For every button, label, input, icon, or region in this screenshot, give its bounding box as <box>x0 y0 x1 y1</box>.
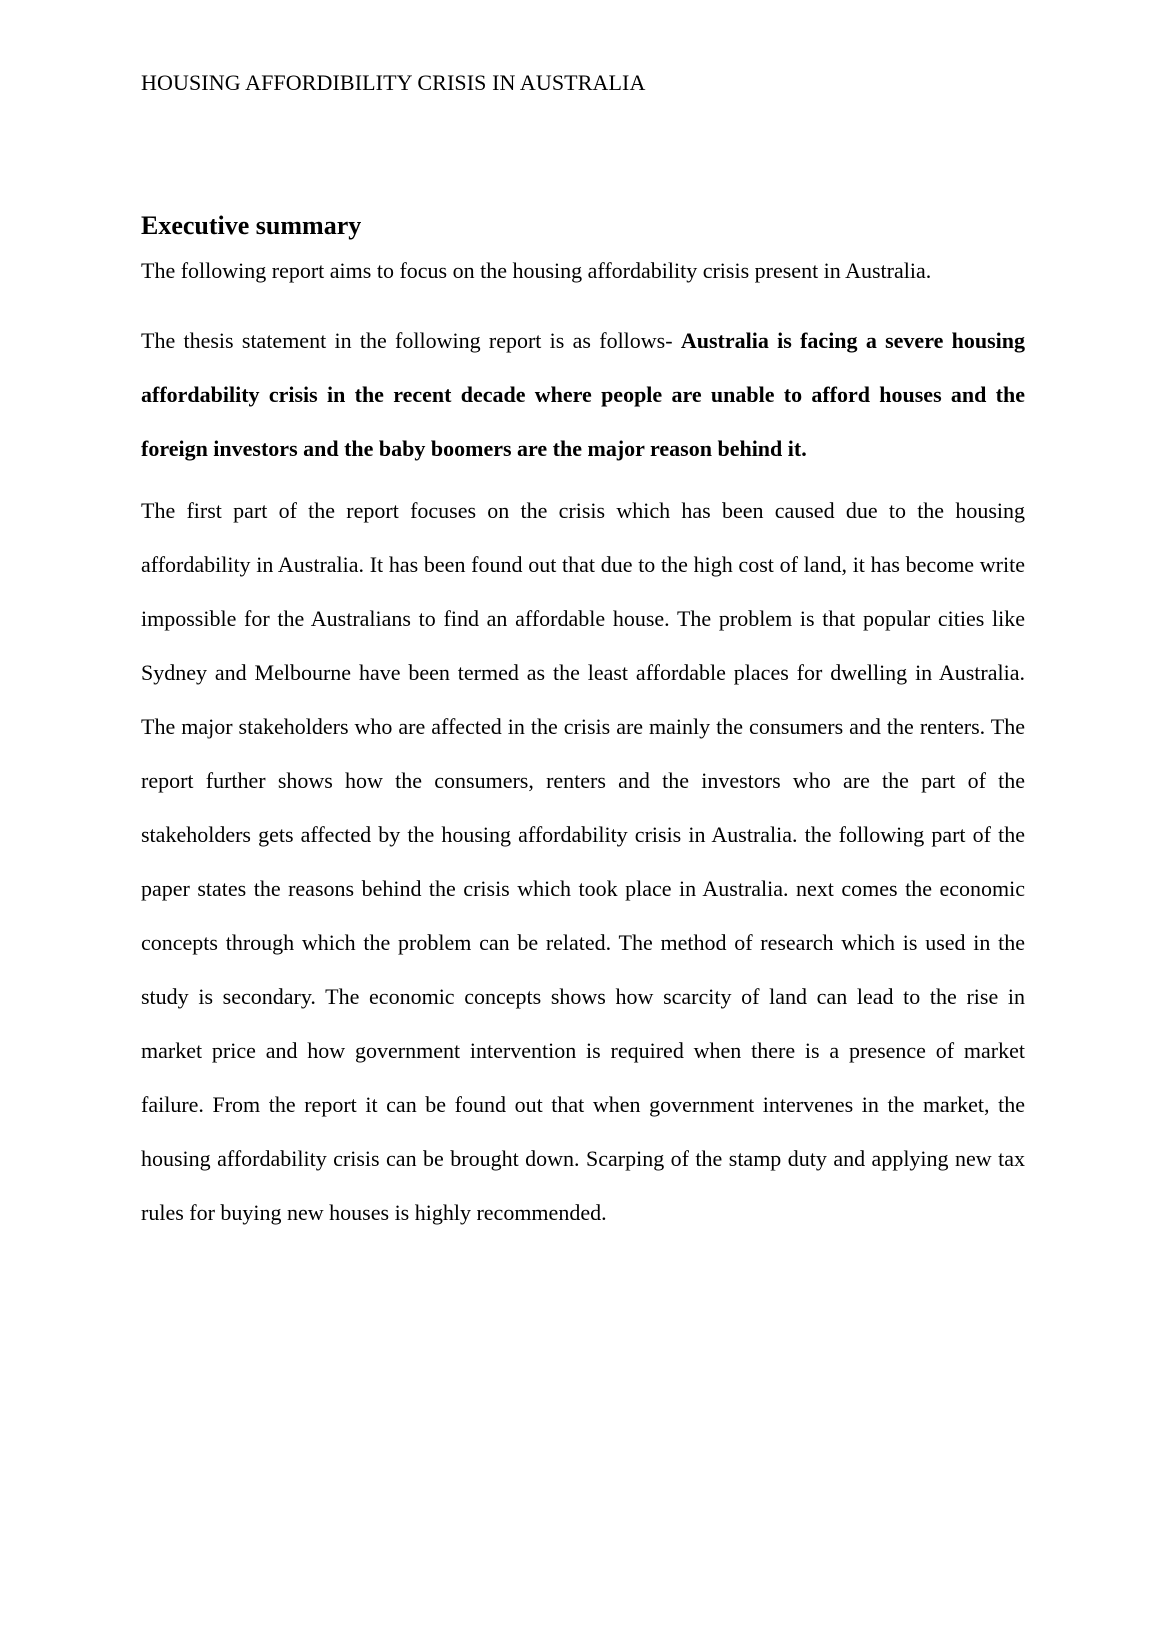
thesis-paragraph <box>141 314 1025 476</box>
summary-body-paragraph: The first part of the report focuses on the crisis which has been caused due to the housing affordability in Australia. It has been found out that due to the high cost of land, it has become write impossible for the Australians to find an affordable house. The problem is that popular cities like Sydney and Melbourne have been termed as the least affordable places for dwelling in Australia. The major stakeholders who are affected in the crisis are mainly the consumers and the renters. The report further shows how the consumers, renters and the investors who are the part of the stakeholders gets affected by the housing affordability crisis in Australia. the following part of the paper states the reasons behind the crisis which took place in Australia. next comes the economic concepts through which the problem can be related. The method of research which is used in the study is secondary. The economic concepts shows how scarcity of land can lead to the rise in market price and how government intervention is required when there is a presence of market failure. From the report it can be found out that when government intervenes in the market, the housing affordability crisis can be brought down. Scarping of the stamp duty and applying new tax rules for buying new houses is highly recommended. <box>141 498 1025 1225</box>
thesis-statement: Australia is facing a severe housing affordability crisis in the recent decade where people are unable to afford houses and the foreign investors and the baby boomers are the major reason behind it. <box>141 328 1025 461</box>
running-header: HOUSING AFFORDIBILITY CRISIS IN AUSTRALIA <box>141 70 646 95</box>
thesis-lead-text: The thesis statement in the following report is as follows- <box>141 328 681 353</box>
intro-paragraph: The following report aims to focus on the housing affordability crisis present in Australia. <box>141 258 932 283</box>
section-heading: Executive summary <box>141 211 362 240</box>
